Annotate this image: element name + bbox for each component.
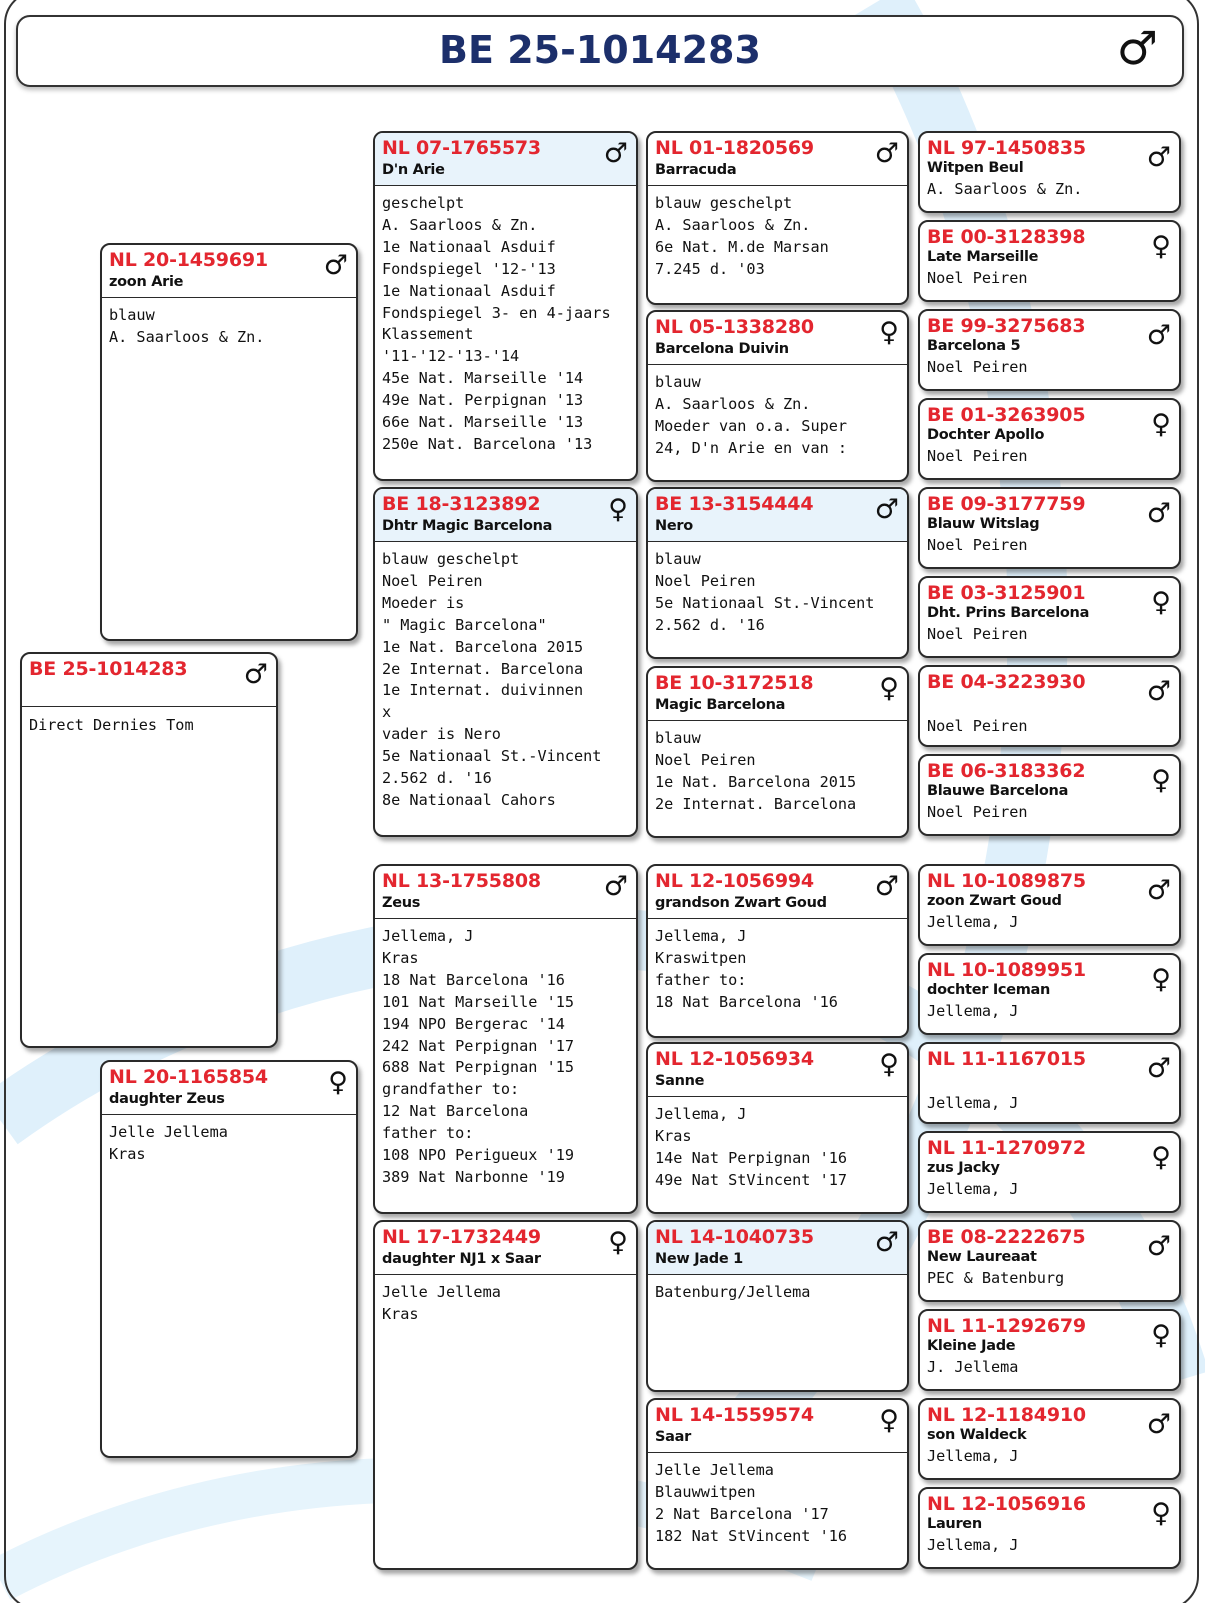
card-header bbox=[102, 245, 356, 298]
female-symbol-icon: ♀ bbox=[879, 673, 899, 704]
male-symbol-icon: ♂ bbox=[603, 871, 628, 902]
pigeon-card[interactable] bbox=[646, 131, 909, 305]
pigeon-name: Barcelona 5 bbox=[927, 338, 1021, 354]
male-symbol-icon: ♂ bbox=[874, 138, 899, 169]
pigeon-card[interactable] bbox=[918, 754, 1181, 836]
pigeon-name: Lauren bbox=[927, 1516, 982, 1532]
card-header bbox=[375, 133, 636, 186]
card-header bbox=[22, 654, 276, 707]
pigeon-name: Late Marseille bbox=[927, 249, 1039, 265]
pigeon-card[interactable] bbox=[918, 864, 1181, 946]
male-symbol-icon: ♂ bbox=[1146, 142, 1171, 173]
male-symbol-icon: ♂ bbox=[243, 659, 268, 690]
pigeon-name: Sanne bbox=[655, 1073, 705, 1089]
female-symbol-icon: ♀ bbox=[1151, 587, 1171, 618]
ring-number: BE 04-3223930 bbox=[927, 671, 1086, 693]
female-symbol-icon: ♀ bbox=[1151, 1142, 1171, 1173]
card-details: blauw A. Saarloos & Zn. Moeder van o.a. Super 24, D'n Arie en van : bbox=[655, 373, 848, 457]
pigeon-card[interactable] bbox=[646, 487, 909, 659]
pigeon-card[interactable] bbox=[918, 1042, 1181, 1124]
pigeon-name: Nero bbox=[655, 518, 693, 534]
breeder-name: A. Saarloos & Zn. bbox=[927, 180, 1083, 198]
pigeon-name: daughter Zeus bbox=[109, 1091, 225, 1107]
card-details: blauw Noel Peiren 5e Nationaal St.-Vincent 2.562 d. '16 bbox=[655, 550, 875, 634]
pigeon-name: Zeus bbox=[382, 895, 421, 911]
card-header bbox=[648, 489, 907, 542]
pigeon-name: New Jade 1 bbox=[655, 1251, 743, 1267]
pigeon-card[interactable] bbox=[918, 398, 1181, 480]
male-symbol-icon: ♂ bbox=[323, 250, 348, 281]
breeder-name: Noel Peiren bbox=[927, 625, 1028, 643]
pigeon-name: D'n Arie bbox=[382, 162, 445, 178]
ring-number: NL 01-1820569 bbox=[655, 137, 814, 159]
male-symbol-icon: ♂ bbox=[1146, 320, 1171, 351]
male-symbol-icon: ♂ bbox=[603, 138, 628, 169]
pigeon-name: Witpen Beul bbox=[927, 160, 1024, 176]
breeder-name: Jellema, J bbox=[927, 1180, 1019, 1198]
ring-number: BE 18-3123892 bbox=[382, 493, 541, 515]
card-header bbox=[648, 133, 907, 186]
pigeon-card[interactable] bbox=[100, 243, 358, 641]
pigeon-card[interactable] bbox=[918, 953, 1181, 1035]
female-symbol-icon: ♀ bbox=[1151, 1320, 1171, 1351]
pigeon-card[interactable] bbox=[100, 1060, 358, 1458]
pigeon-card[interactable] bbox=[646, 666, 909, 838]
card-details: Jelle Jellema Kras bbox=[109, 1123, 228, 1163]
pigeon-card[interactable] bbox=[646, 310, 909, 482]
male-symbol-icon: ♂ bbox=[874, 871, 899, 902]
ring-number: NL 10-1089875 bbox=[927, 870, 1086, 892]
card-header bbox=[648, 1400, 907, 1453]
page-title: BE 25-1014283 bbox=[439, 28, 761, 72]
breeder-name: Noel Peiren bbox=[927, 536, 1028, 554]
pigeon-card[interactable] bbox=[646, 1042, 909, 1214]
pigeon-name: dochter Iceman bbox=[927, 982, 1051, 998]
ring-number: BE 01-3263905 bbox=[927, 404, 1086, 426]
female-symbol-icon: ♀ bbox=[1151, 964, 1171, 995]
ring-number: NL 13-1755808 bbox=[382, 870, 541, 892]
ring-number: BE 08-2222675 bbox=[927, 1226, 1086, 1248]
pigeon-name: son Waldeck bbox=[927, 1427, 1027, 1443]
card-details: blauw A. Saarloos & Zn. bbox=[109, 306, 265, 346]
breeder-name: Jellema, J bbox=[927, 1002, 1019, 1020]
female-symbol-icon: ♀ bbox=[1151, 1498, 1171, 1529]
card-details: Jellema, J Kras 18 Nat Barcelona '16 101 Nat Marseille '15 194 NPO Bergerac '14 242 Nat Perpignan '17 688 Nat Perpignan '15 grandfather to: 12 Nat Barcelona father to: 108 NPO Perigueux '19 389 Nat Narbonne '19 bbox=[382, 927, 575, 1186]
pigeon-card[interactable] bbox=[918, 220, 1181, 302]
female-symbol-icon: ♀ bbox=[1151, 409, 1171, 440]
pigeon-card[interactable] bbox=[646, 1398, 909, 1570]
card-details: Jellema, J Kras 14e Nat Perpignan '16 49e Nat StVincent '17 bbox=[655, 1105, 848, 1189]
pigeon-name: New Laureaat bbox=[927, 1249, 1037, 1265]
ring-number: NL 12-1184910 bbox=[927, 1404, 1086, 1426]
ring-number: NL 12-1056934 bbox=[655, 1048, 814, 1070]
ring-number: BE 03-3125901 bbox=[927, 582, 1086, 604]
card-details: geschelpt A. Saarloos & Zn. 1e Nationaal Asduif Fondspiegel '12-'13 1e Nationaal Asduif Fondspiegel 3- en 4-jaars Klassement '11-'12-'13-'14 45e Nat. Marseille '14 49e Nat. Perpignan '13 66e Nat. Marseille '13 250e Nat. Barcelona '13 bbox=[382, 194, 611, 453]
pigeon-card[interactable] bbox=[918, 1131, 1181, 1213]
male-symbol-icon: ♂ bbox=[1146, 1231, 1171, 1262]
breeder-name: Noel Peiren bbox=[927, 803, 1028, 821]
pigeon-card[interactable] bbox=[373, 1220, 638, 1570]
breeder-name: J. Jellema bbox=[927, 1358, 1019, 1376]
ring-number: NL 12-1056916 bbox=[927, 1493, 1086, 1515]
pigeon-card[interactable] bbox=[373, 131, 638, 481]
female-symbol-icon: ♀ bbox=[608, 494, 628, 525]
pigeon-card[interactable] bbox=[646, 1220, 909, 1392]
card-details: Jelle Jellema Blauwwitpen 2 Nat Barcelona '17 182 Nat StVincent '16 bbox=[655, 1461, 848, 1545]
ring-number: NL 12-1056994 bbox=[655, 870, 814, 892]
pigeon-card[interactable] bbox=[918, 1398, 1181, 1480]
ring-number: NL 20-1165854 bbox=[109, 1066, 268, 1088]
card-details: blauw geschelpt Noel Peiren Moeder is " Magic Barcelona" 1e Nat. Barcelona 2015 2e Internat. Barcelona 1e Internat. duivinnen x vader is Nero 5e Nationaal St.-Vincent 2.562 d. '16 8e Nationaal Cahors bbox=[382, 550, 602, 809]
pigeon-name: Blauwe Barcelona bbox=[927, 783, 1069, 799]
ring-number: BE 13-3154444 bbox=[655, 493, 814, 515]
female-symbol-icon: ♀ bbox=[1151, 765, 1171, 796]
ring-number: NL 11-1167015 bbox=[927, 1048, 1086, 1070]
pigeon-card[interactable] bbox=[20, 652, 278, 1048]
male-symbol-icon: ♂ bbox=[1146, 498, 1171, 529]
card-details: Batenburg/Jellema bbox=[655, 1283, 811, 1301]
pigeon-card[interactable] bbox=[918, 576, 1181, 658]
ring-number: NL 14-1559574 bbox=[655, 1404, 814, 1426]
card-header bbox=[375, 1222, 636, 1275]
male-symbol-icon: ♂ bbox=[874, 1227, 899, 1258]
ring-number: NL 11-1292679 bbox=[927, 1315, 1086, 1337]
pigeon-name: Blauw Witslag bbox=[927, 516, 1040, 532]
ring-number: NL 10-1089951 bbox=[927, 959, 1086, 981]
pigeon-name: Kleine Jade bbox=[927, 1338, 1016, 1354]
male-symbol-icon: ♂ bbox=[1116, 21, 1158, 75]
pigeon-card[interactable] bbox=[918, 131, 1181, 213]
ring-number: NL 97-1450835 bbox=[927, 137, 1086, 159]
female-symbol-icon: ♀ bbox=[328, 1067, 348, 1098]
female-symbol-icon: ♀ bbox=[879, 1049, 899, 1080]
card-header bbox=[648, 668, 907, 721]
breeder-name: Jellema, J bbox=[927, 1447, 1019, 1465]
card-details: Jelle Jellema Kras bbox=[382, 1283, 501, 1323]
ring-number: BE 09-3177759 bbox=[927, 493, 1086, 515]
ring-number: BE 10-3172518 bbox=[655, 672, 814, 694]
breeder-name: PEC & Batenburg bbox=[927, 1269, 1065, 1287]
female-symbol-icon: ♀ bbox=[608, 1227, 628, 1258]
pigeon-name: Saar bbox=[655, 1429, 691, 1445]
breeder-name: Jellema, J bbox=[927, 1536, 1019, 1554]
pigeon-card[interactable] bbox=[373, 864, 638, 1214]
card-header bbox=[375, 866, 636, 919]
breeder-name: Noel Peiren bbox=[927, 269, 1028, 287]
ring-number: NL 07-1765573 bbox=[382, 137, 541, 159]
pigeon-card[interactable] bbox=[918, 309, 1181, 391]
pigeon-name: Magic Barcelona bbox=[655, 697, 786, 713]
ring-number: NL 14-1040735 bbox=[655, 1226, 814, 1248]
card-details: Jellema, J Kraswitpen father to: 18 Nat Barcelona '16 bbox=[655, 927, 838, 1011]
pigeon-name: daughter NJ1 x Saar bbox=[382, 1251, 541, 1267]
ring-number: BE 25-1014283 bbox=[29, 658, 188, 680]
pigeon-name: zus Jacky bbox=[927, 1160, 1000, 1176]
pigeon-name: Dhtr Magic Barcelona bbox=[382, 518, 553, 534]
ring-number: BE 00-3128398 bbox=[927, 226, 1086, 248]
female-symbol-icon: ♀ bbox=[879, 1405, 899, 1436]
card-details: blauw geschelpt A. Saarloos & Zn. 6e Nat. M.de Marsan 7.245 d. '03 bbox=[655, 194, 829, 278]
pigeon-name: Barracuda bbox=[655, 162, 737, 178]
pigeon-name: zoon Zwart Goud bbox=[927, 893, 1062, 909]
card-header bbox=[648, 1222, 907, 1275]
pigeon-name: zoon Arie bbox=[109, 274, 184, 290]
breeder-name: Jellema, J bbox=[927, 1094, 1019, 1112]
pigeon-card[interactable] bbox=[373, 487, 638, 837]
ring-number: NL 20-1459691 bbox=[109, 249, 268, 271]
pigeon-card[interactable] bbox=[646, 864, 909, 1038]
male-symbol-icon: ♂ bbox=[1146, 1409, 1171, 1440]
female-symbol-icon: ♀ bbox=[1151, 231, 1171, 262]
pigeon-name: grandson Zwart Goud bbox=[655, 895, 827, 911]
card-header bbox=[375, 489, 636, 542]
male-symbol-icon: ♂ bbox=[1146, 676, 1171, 707]
male-symbol-icon: ♂ bbox=[1146, 875, 1171, 906]
card-header bbox=[648, 866, 907, 919]
card-header bbox=[648, 1044, 907, 1097]
ring-number: NL 11-1270972 bbox=[927, 1137, 1086, 1159]
pigeon-card[interactable] bbox=[918, 1220, 1181, 1302]
card-details: Direct Dernies Tom bbox=[29, 716, 194, 734]
male-symbol-icon: ♂ bbox=[874, 494, 899, 525]
ring-number: BE 06-3183362 bbox=[927, 760, 1086, 782]
pigeon-card[interactable] bbox=[918, 487, 1181, 569]
breeder-name: Noel Peiren bbox=[927, 358, 1028, 376]
pigeon-card[interactable] bbox=[918, 665, 1181, 747]
ring-number: NL 05-1338280 bbox=[655, 316, 814, 338]
breeder-name: Jellema, J bbox=[927, 913, 1019, 931]
pigeon-name: Dht. Prins Barcelona bbox=[927, 605, 1090, 621]
female-symbol-icon: ♀ bbox=[879, 317, 899, 348]
ring-number: NL 17-1732449 bbox=[382, 1226, 541, 1248]
ring-number: BE 99-3275683 bbox=[927, 315, 1086, 337]
pigeon-name: Dochter Apollo bbox=[927, 427, 1045, 443]
breeder-name: Noel Peiren bbox=[927, 447, 1028, 465]
breeder-name: Noel Peiren bbox=[927, 717, 1028, 735]
male-symbol-icon: ♂ bbox=[1146, 1053, 1171, 1084]
pigeon-name: Barcelona Duivin bbox=[655, 341, 789, 357]
header-bar bbox=[16, 15, 1184, 87]
pigeon-card[interactable] bbox=[918, 1487, 1181, 1569]
pigeon-card[interactable] bbox=[918, 1309, 1181, 1391]
card-header bbox=[102, 1062, 356, 1115]
card-header bbox=[648, 312, 907, 365]
card-details: blauw Noel Peiren 1e Nat. Barcelona 2015 2e Internat. Barcelona bbox=[655, 729, 857, 813]
